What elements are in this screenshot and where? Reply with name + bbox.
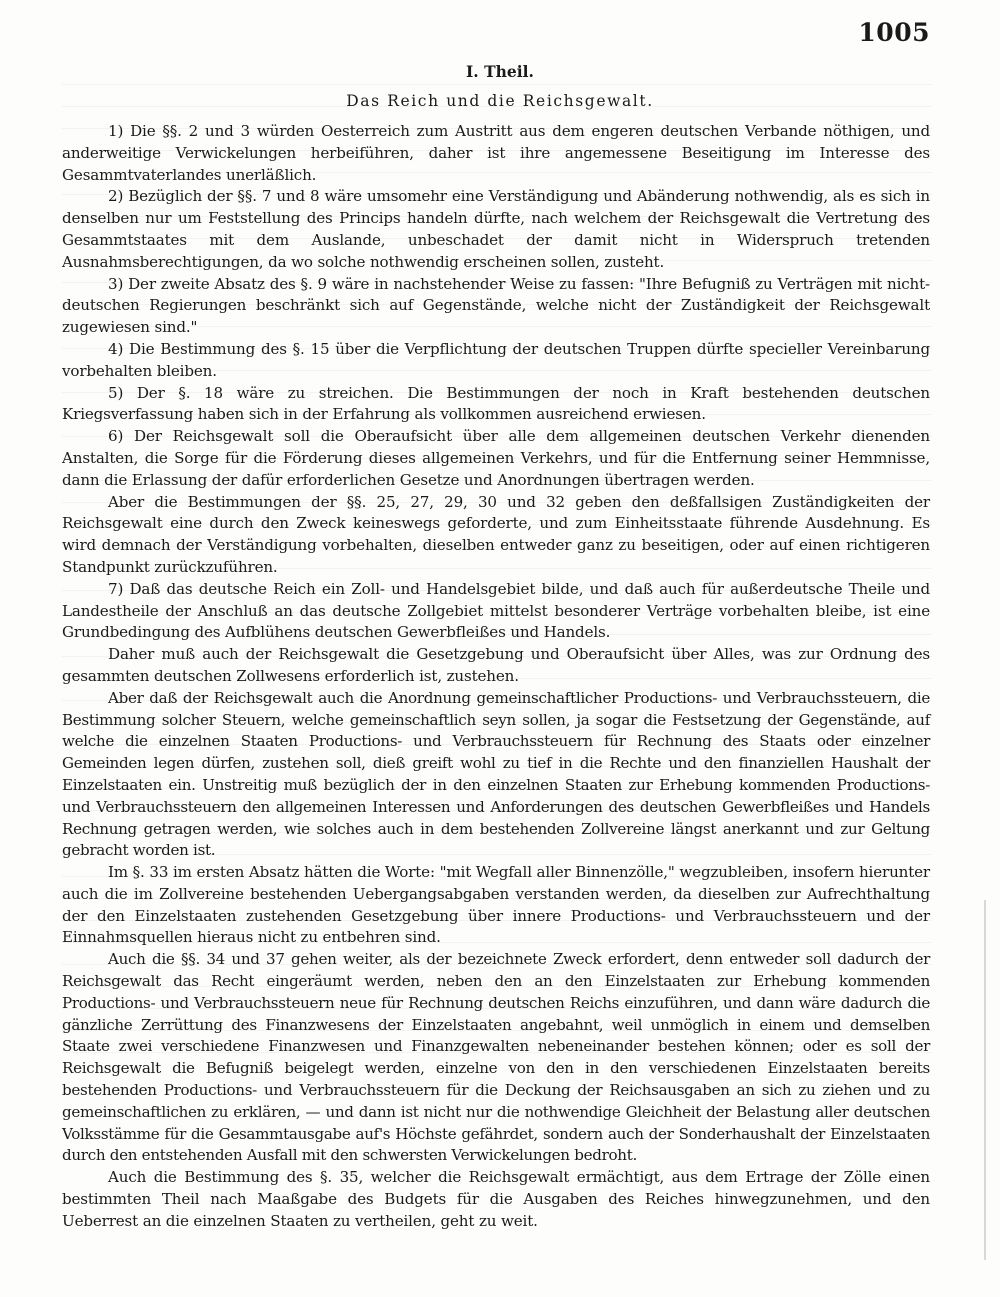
paragraph-section-35: Auch die Bestimmung des §. 35, welcher die Reichsgewalt ermächtigt, aus dem Ertrage der Zölle einen bestimmten Theil nach Maaßgabe des Budgets für die Ausgaben des Reiches hinwegzunehmen, und den Ueberrest an die einzelnen Staaten zu vertheilen, geht zu weit. (62, 1168, 930, 1230)
paragraph-2: 2) Bezüglich der §§. 7 und 8 wäre umsomehr eine Verständigung und Abänderung nothwendig, als es sich in denselben nur um Feststellung des Princips handeln dürfte, nach welchem der Reichsgewalt die Vertretung des Gesammtstaates mit dem Auslande, unbeschadet der damit nicht in Widerspruch tretenden Ausnahmsberechtigungen, da wo solche nothwendig erscheinen sollen, zusteht. (62, 187, 930, 271)
part-title: I. Theil. (466, 62, 534, 81)
paragraph-7-customs-oversight: Daher muß auch der Reichsgewalt die Gesetzgebung und Oberaufsicht über Alles, was zur Ordnung des gesammten deutschen Zollwesens erforderlich ist, zustehen. (62, 645, 930, 685)
page-number: 1005 (858, 18, 930, 47)
paragraph-7: 7) Daß das deutsche Reich ein Zoll- und Handelsgebiet bilde, und daß auch für außerdeutsche Theile und Landestheile der Anschluß an das deutsche Zollgebiet mittelst besonderer Verträge vorbehalten bleibe, ist eine Grundbedingung des Aufblühens deutschen Gewerbfleißes und Handels. (62, 579, 930, 642)
paragraph-6-continued: Aber die Bestimmungen der §§. 25, 27, 29, 30 und 32 geben den deßfallsigen Zuständigkeiten der Reichsgewalt eine durch den Zweck keineswegs geforderte, und zum Einheitsstaate führende Ausdehnung. Es wird demnach der Verständigung vorbehalten, dieselben entweder ganz zu beseitigen, oder auf einen richtigeren Standpunkt zurückzuführen. (62, 492, 930, 576)
paragraph-7-consumption-taxes: Aber daß der Reichsgewalt auch die Anordnung gemeinschaftlicher Productions- und Verbrauchssteuern, die Bestimmung solcher Steuern, welche gemeinschaftlich seyn sollen, ja sogar die Festsetzung der Gegenstände, auf welche die einzelnen Staaten Productions- und Verbrauchssteuern für Rechnung des Staats oder einzelner Gemeinden legen dürfen, zustehen soll, dieß greift wohl zu tief in die Rechte und den finanziellen Haushalt der Einzelstaaten ein. Unstreitig muß bezüglich der in den einzelnen Staaten zur Erhebung kommenden Productions- und Verbrauchssteuern den allgemeinen Interessen und Anforderungen des deutschen Gewerbfleißes und Handels Rechnung getragen werden, wie solches auch in dem bestehenden Zollvereine längst anerkannt und zur Geltung gebracht worden ist. (62, 688, 930, 860)
paragraph-1: 1) Die §§. 2 und 3 würden Oesterreich zum Austritt aus dem engeren deutschen Verbande nöthigen, und anderweitige Verwickelungen herbeiführen, daher ist ihre angemessene Beseitigung im Interesse des Gesammtvaterlandes unerläßlich. (62, 122, 930, 184)
paragraph-6: 6) Der Reichsgewalt soll die Oberaufsicht über alle dem allgemeinen deutschen Verkehr dienenden Anstalten, die Sorge für die Förderung dieses allgemeinen Verkehrs, und für die Entfernung seiner Hemmnisse, dann die Erlassung der dafür erforderlichen Gesetze und Anordnungen übertragen werden. (62, 427, 930, 489)
body-text (62, 121, 930, 1233)
paragraph-4: 4) Die Bestimmung des §. 15 über die Verpflichtung der deutschen Truppen dürfte specieller Vereinbarung vorbehalten bleiben. (62, 339, 930, 380)
paragraph-section-33: Im §. 33 im ersten Absatz hätten die Worte: "mit Wegfall aller Binnenzölle," wegzubleiben, insofern hierunter auch die im Zollvereine bestehenden Uebergangsabgaben verstanden werden, da dieselben zur Aufrechthaltung der den Einzelstaaten zustehenden Gesetzgebung über innere Productions- und Verbrauchssteuern und der Einnahmsquellen hieraus nicht zu entbehren sind. (62, 863, 930, 947)
paragraph-3: 3) Der zweite Absatz des §. 9 wäre in nachstehender Weise zu fassen: "Ihre Befugniß zu Verträgen mit nicht-deutschen Regierungen beschränkt sich auf Gegenstände, welche nicht der Zuständigkeit der Reichsgewalt zugewiesen sind." (62, 274, 930, 337)
paragraph-5: 5) Der §. 18 wäre zu streichen. Die Bestimmungen der noch in Kraft bestehenden deutschen Kriegsverfassung haben sich in der Erfahrung als vollkommen ausreichend erwiesen. (62, 383, 930, 424)
section-title: Das Reich und die Reichsgewalt. (346, 92, 654, 110)
paragraph-section-34-37: Auch die §§. 34 und 37 gehen weiter, als der bezeichnete Zweck erfordert, denn entweder soll dadurch der Reichsgewalt das Recht eingeräumt werden, neben den an den Einzelstaaten zur Erhebung kommenden Productions- und Verbrauchssteuern neue für Rechnung deutschen Reichs einzuführen, und dann wäre dadurch die gänzliche Zerrüttung des Finanzwesens der Einzelstaaten angebahnt, weil unmöglich in einem und demselben Staate zwei verschiedene Finanzwesen und Finanzgewalten nebeneinander bestehen können; oder es soll der Reichsgewalt die Befugniß beigelegt werden, einzelne von den in den verschiedenen Einzelstaaten bereits bestehenden Productions- und Verbrauchssteuern für die Deckung der Reichsausgaben an sich zu ziehen und zu gemeinschaftlichen zu erklären, — und dann ist nicht nur die nothwendige Gleichheit der Belastung aller deutschen Volksstämme für die Gesammtausgabe auf's Höchste gefährdet, sondern auch der Sonderhaushalt der Einzelstaaten durch den entstehenden Ausfall mit den schwersten Verwickelungen bedroht. (62, 950, 930, 1165)
page-edge-shadow (984, 900, 986, 1260)
